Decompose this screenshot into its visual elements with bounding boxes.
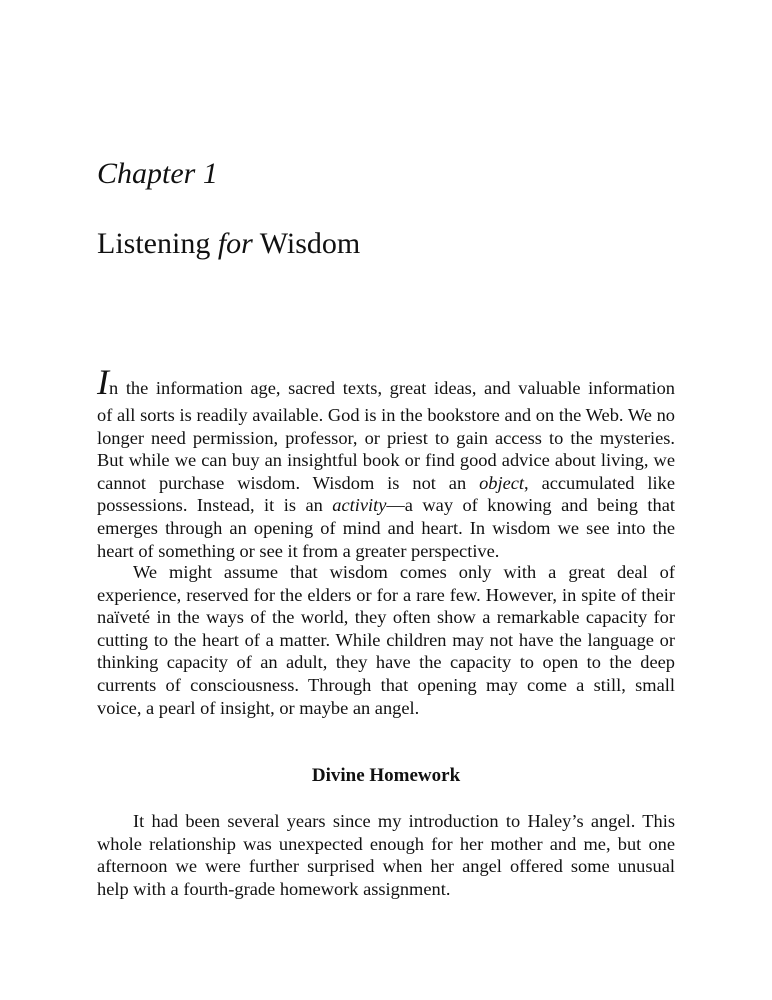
chapter-title-part1: Listening bbox=[97, 227, 218, 260]
paragraph-3: It had been several years since my introduction to Haley’s angel. This whole relationship was unexpected enough for her mother and me, but one afternoon we were further surprised when her angel offered some unusual help with a fourth-grade homework assignment. bbox=[97, 811, 675, 899]
paragraph-1-first-line bbox=[97, 364, 675, 404]
chapter-label: Chapter 1 bbox=[97, 157, 218, 190]
emphasis-activity: activity bbox=[332, 495, 387, 516]
paragraph-1-text-c: —a way of knowing and being that emerges through an opening of mind and heart. In wisdom we see into the heart of something or see it from a greater perspective. bbox=[97, 495, 675, 561]
paragraph-2: We might assume that wisdom comes only with a great deal of experience, reserved for the elders or for a rare few. However, in spite of their naïveté in the ways of the world, they often show a remarkable capacity for cutting to the heart of a matter. While children may not have the language or thinking capacity of an adult, they have the capacity to open to the deep currents of consciousness. Through that opening may come a still, small voice, a pearl of insight, or maybe an angel. bbox=[97, 562, 675, 718]
emphasis-object: object bbox=[479, 472, 525, 493]
section-heading: Divine Homework bbox=[311, 765, 461, 786]
drop-cap: I bbox=[97, 362, 109, 402]
paragraph-1-text-b: , accumulated like possessions. Instead, it is an bbox=[97, 472, 676, 516]
chapter-title-emphasis: for bbox=[217, 227, 253, 260]
paragraph-1 bbox=[97, 364, 675, 562]
chapter-title-part2: Wisdom bbox=[252, 227, 361, 260]
paragraph-1-text-a: of all sorts is readily available. God is in the bookstore and on the Web. We no longer need permission, professor, or priest to gain access to the mysteries. But while we can buy an insightful book or find good advice about living, we cannot purchase wisdom. Wisdom is not an bbox=[97, 405, 675, 493]
chapter-title bbox=[97, 225, 360, 263]
paragraph-1-first-line-text: n the information age, sacred texts, great ideas, and valuable information bbox=[109, 378, 675, 398]
